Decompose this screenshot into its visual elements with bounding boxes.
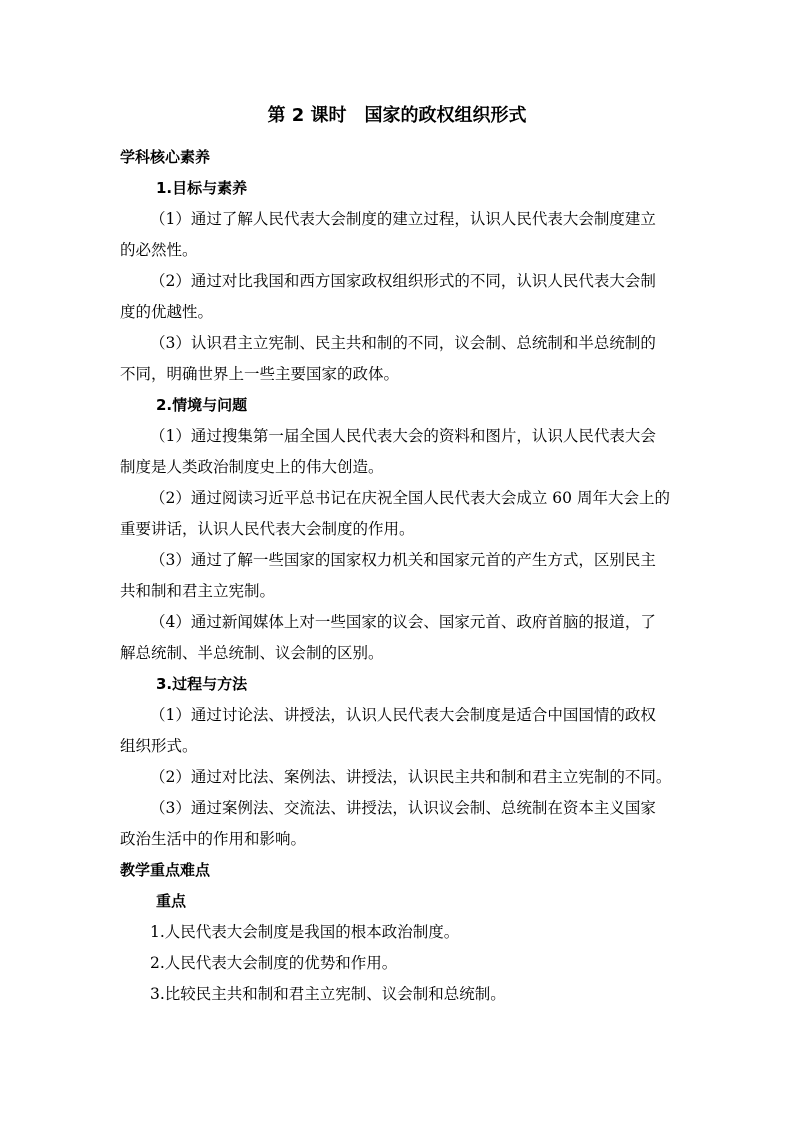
page-title: 第 2 课时 国家的政权组织形式 [267, 105, 527, 126]
paragraph-line: 度的优越性。 [120, 303, 214, 321]
paragraph-line: 政治生活中的作用和影响。 [120, 830, 307, 848]
subheading-methods: 3.过程与方法 [156, 675, 248, 693]
paragraph-line: （2）通过对比我国和西方国家政权组织形式的不同，认识人民代表大会制 [150, 272, 656, 290]
paragraph-line: 不同，明确世界上一些主要国家的政体。 [120, 365, 400, 383]
section-heading-key-points: 教学重点难点 [120, 861, 211, 879]
paragraph-line: （3）通过了解一些国家的国家权力机关和国家元首的产生方式，区别民主 [150, 551, 656, 569]
paragraph-line: （2）通过阅读习近平总书记在庆祝全国人民代表大会成立 60 周年大会上的 [150, 489, 670, 507]
subheading-situations: 2.情境与问题 [156, 396, 248, 414]
list-item: 2.人民代表大会制度的优势和作用。 [150, 954, 398, 972]
paragraph-line: （4）通过新闻媒体上对一些国家的议会、国家元首、政府首脑的报道，了 [150, 613, 656, 631]
paragraph-line: （3）通过案例法、交流法、讲授法，认识议会制、总统制在资本主义国家 [150, 799, 656, 817]
paragraph-line: 重要讲话，认识人民代表大会制度的作用。 [120, 520, 415, 538]
paragraph-line: （2）通过对比法、案例法、讲授法，认识民主共和制和君主立宪制的不同。 [150, 768, 672, 786]
paragraph-line: （1）通过搜集第一届全国人民代表大会的资料和图片，认识人民代表大会 [150, 427, 656, 445]
list-item: 1.人民代表大会制度是我国的根本政治制度。 [150, 923, 460, 941]
subheading-goals: 1.目标与素养 [156, 179, 248, 197]
paragraph-line: 制度是人类政治制度史上的伟大创造。 [120, 458, 384, 476]
paragraph-line: （1）通过讨论法、讲授法，认识人民代表大会制度是适合中国国情的政权 [150, 706, 656, 724]
paragraph-line: （3）认识君主立宪制、民主共和制的不同，议会制、总统制和半总统制的 [150, 334, 656, 352]
subheading-key-points: 重点 [156, 892, 187, 910]
document-body [120, 142, 676, 1010]
paragraph-line: 共和制和君主立宪制。 [120, 582, 276, 600]
paragraph-line: 组织形式。 [120, 737, 198, 755]
section-heading-core-literacy: 学科核心素养 [120, 148, 211, 166]
paragraph-line: 解总统制、半总统制、议会制的区别。 [120, 644, 384, 662]
paragraph-line: 的必然性。 [120, 241, 198, 259]
list-item: 3.比较民主共和制和君主立宪制、议会制和总统制。 [150, 985, 506, 1003]
paragraph-line: （1）通过了解人民代表大会制度的建立过程，认识人民代表大会制度建立 [150, 210, 656, 228]
